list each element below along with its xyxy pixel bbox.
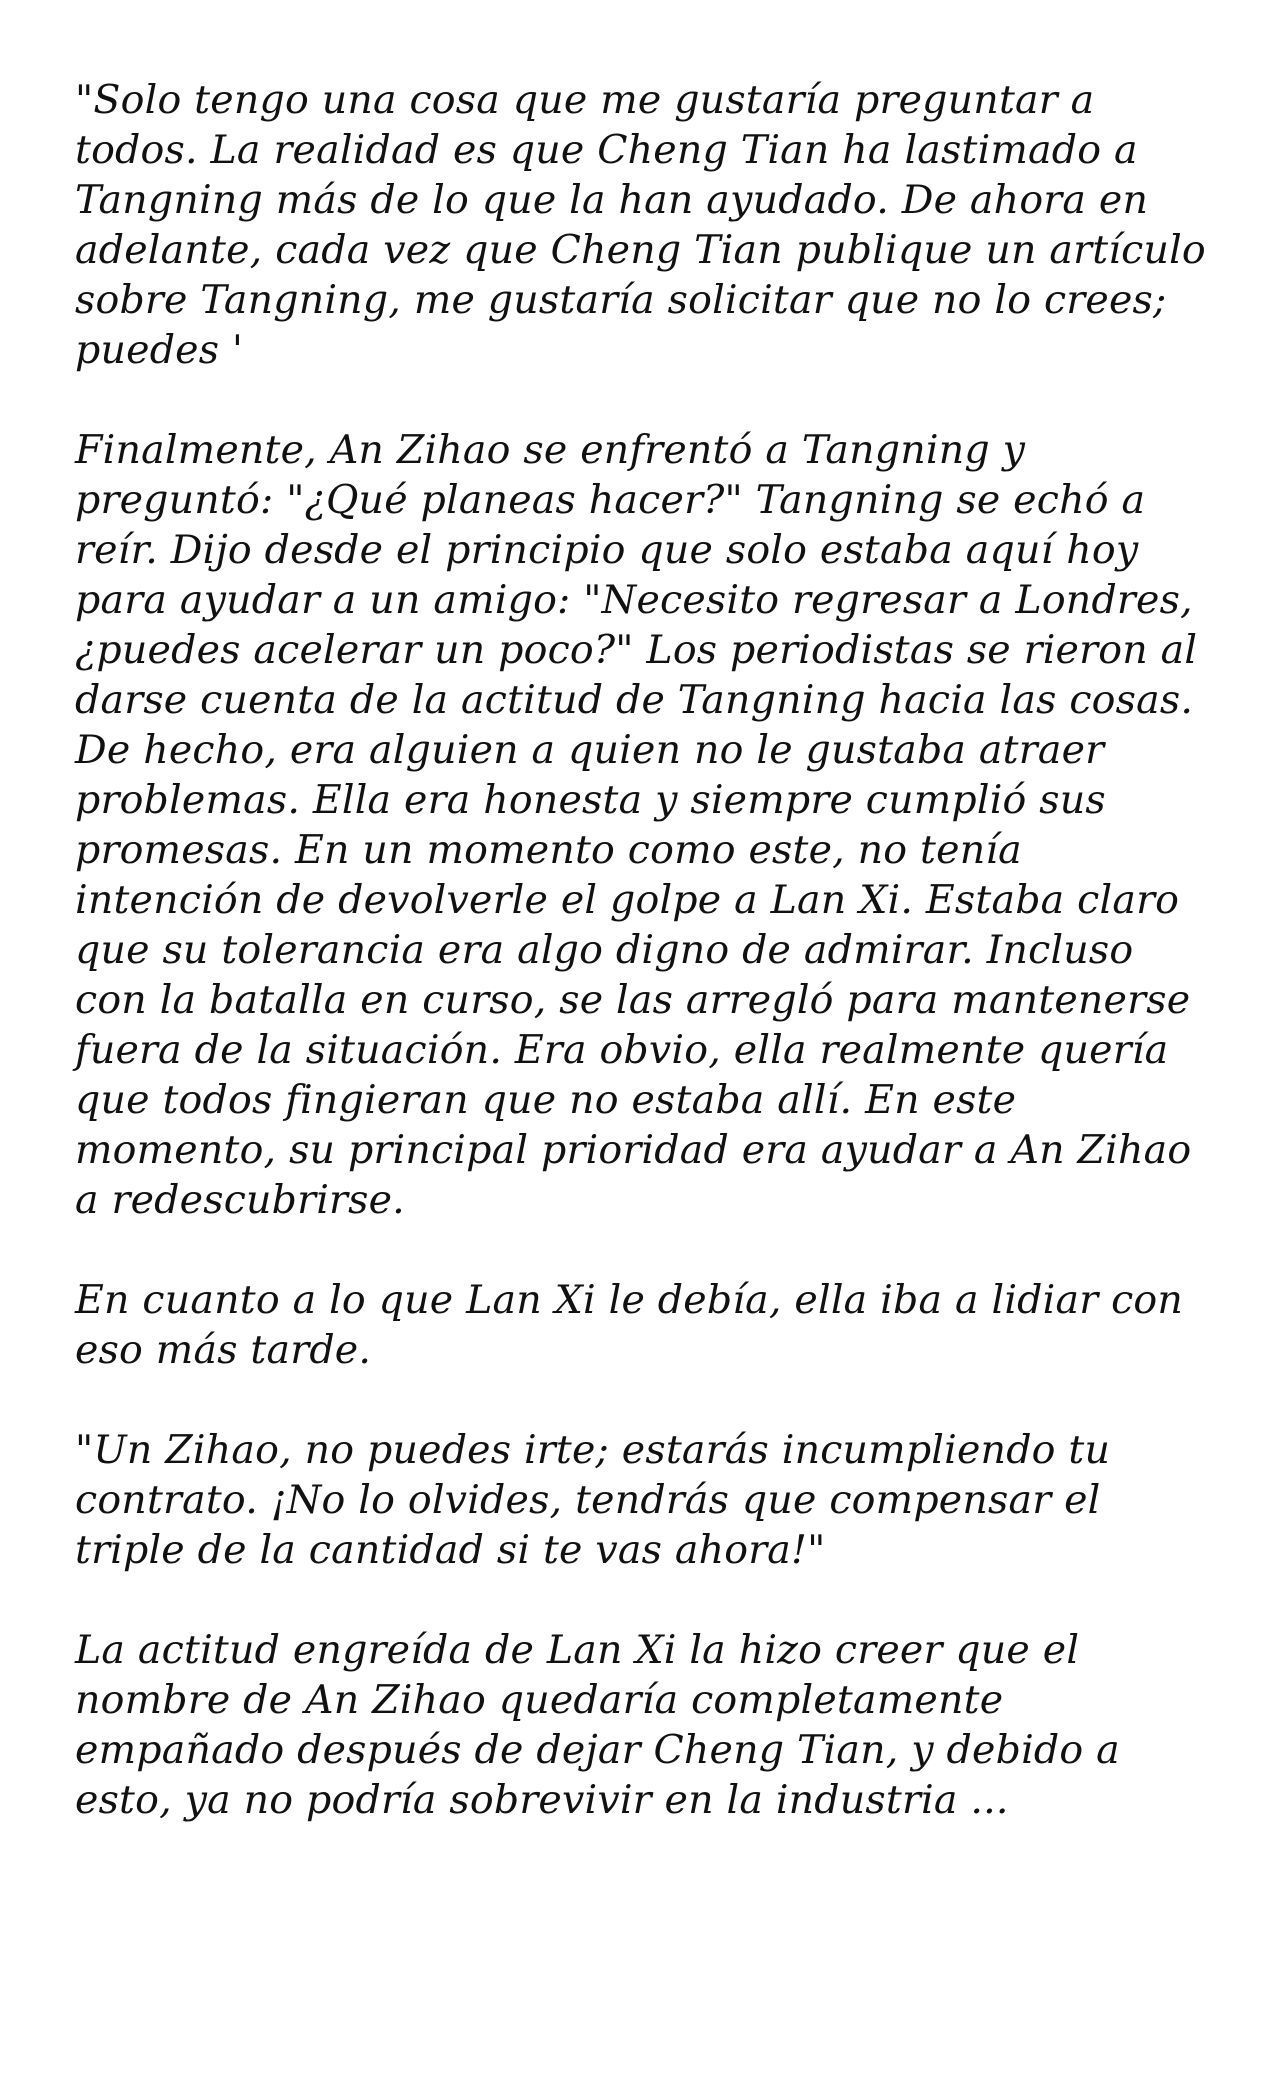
paragraph-4: "Un Zihao, no puedes irte; estarás incumpliendo tu contrato. ¡No lo olvides, tendrás que compensar el triple de la cantidad si te vas ahora!" (75, 1427, 1111, 1573)
paragraph-1: "Solo tengo una cosa que me gustaría preguntar a todos. La realidad es que Cheng Tian ha lastimado a Tangning más de lo que la han ayudado. De ahora en adelante, cada vez que Cheng Tian publique un artículo sobre Tangning, me gustaría solicitar que no lo crees; puedes ' (75, 77, 1206, 373)
document-page (75, 75, 1215, 1875)
paragraph-2: Finalmente, An Zihao se enfrentó a Tangning y preguntó: "¿Qué planeas hacer?" Tangning se echó a reír. Dijo desde el principio que solo estaba aquí hoy para ayudar a un amigo: "Necesito regresar a Londres, ¿puedes acelerar un poco?" Los periodistas se rieron al darse cuenta de la actitud de Tangning hacia las cosas. De hecho, era alguien a quien no le gustaba atraer problemas. Ella era honesta y siempre cumplió sus promesas. En un momento como este, no tenía intención de devolverle el golpe a Lan Xi. Estaba claro que su tolerancia era algo digno de admirar. Incluso con la batalla en curso, se las arregló para mantenerse fuera de la situación. Era obvio, ella realmente quería que todos fingieran que no estaba allí. En este momento, su principal prioridad era ayudar a An Zihao a redescubrirse. (75, 427, 1198, 1223)
paragraph-3: En cuanto a lo que Lan Xi le debía, ella iba a lidiar con eso más tarde. (75, 1277, 1184, 1373)
paragraph-5: La actitud engreída de Lan Xi la hizo creer que el nombre de An Zihao quedaría completamente empañado después de dejar Cheng Tian, y debido a esto, ya no podría sobrevivir en la industria ... (75, 1627, 1120, 1823)
